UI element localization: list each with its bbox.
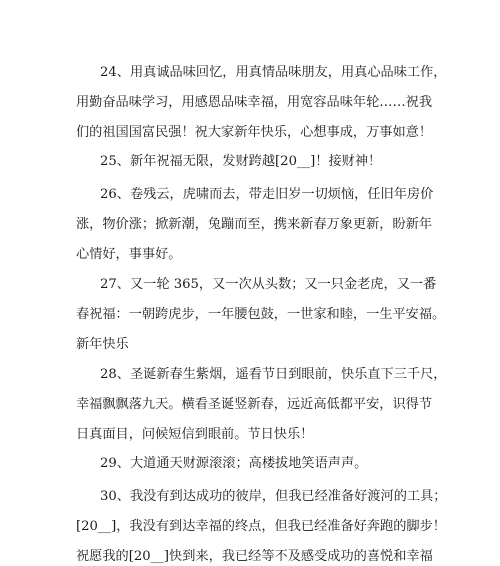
paragraph-line: 30、我没有到达成功的彼岸，但我已经准备好渡河的工具； [100,489,447,504]
paragraph-line: 心情好，事事好。 [76,247,182,262]
paragraph-line: 用勤奋品味学习，用感恩品味幸福，用宽容品味年轮……祝我 [76,95,433,110]
paragraph-line: 26、卷残云，虎啸而去，带走旧岁一切烦恼，任旧年房价 [100,187,434,202]
paragraph-line: 春祝福：一朝跨虎步，一年腰包鼓，一世家和睦，一生平安福。 [76,307,446,322]
paragraph-line: 28、圣诞新春生紫烟，遥看节日到眼前，快乐直下三千尺， [100,367,447,382]
paragraph-line: 新年快乐 [76,337,129,352]
paragraph-line: 涨，物价涨；掀新潮，兔蹦而至，携来新春万象更新，盼新年 [76,217,433,232]
paragraph-line: 27、又一轮 365，又一次从头数；又一只金老虎，又一番 [100,277,437,292]
paragraph-line: 日真面目，问候短信到眼前。节日快乐！ [76,427,314,442]
paragraph-25 [76,147,426,177]
paragraph-line: 25、新年祝福无限，发财跨越[20__]！接财神！ [100,154,382,169]
paragraph-28 [76,360,447,450]
paragraph-26 [76,180,434,270]
paragraph-29 [76,449,426,479]
paragraph-30 [76,482,447,566]
paragraph-line: 祝愿我的[20__]快到来，我已经等不及感受成功的喜悦和幸福 [76,549,433,564]
paragraph-line: 29、大道通天财源滚滚；高楼拔地笑语声声。 [100,456,368,471]
paragraph-27 [76,270,446,360]
paragraph-line: 幸福飘飘落九天。横看圣诞竖新春，远近高低都平安，识得节 [76,397,433,412]
paragraph-line: 24、用真诚品味回忆，用真情品味朋友，用真心品味工作， [100,65,447,80]
paragraph-line: 们的祖国国富民强！祝大家新年快乐，心想事成，万事如意！ [76,125,433,140]
paragraph-24 [76,58,447,148]
paragraph-line: [20__]，我没有到达幸福的终点，但我已经准备好奔跑的脚步！ [76,519,446,534]
